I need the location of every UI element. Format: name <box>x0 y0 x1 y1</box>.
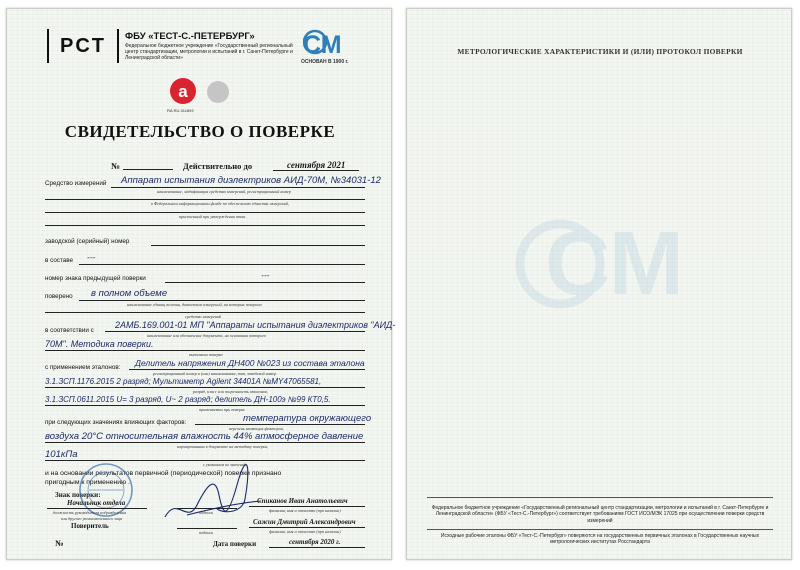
certificate-title: СВИДЕТЕЛЬСТВО О ПОВЕРКЕ <box>64 122 336 141</box>
according-value-2: 70М". Методика поверки. <box>45 339 154 349</box>
head-caption-2: или другого уполномоченного лица <box>61 516 123 521</box>
reg-caption: регистрационный номер и (или) наименование, тип, заводской номер <box>153 371 277 376</box>
composition-line <box>79 264 365 265</box>
instrument2-caption: средство измерений <box>185 314 221 319</box>
org-title: ФБУ «ТЕСТ-С.-ПЕТЕРБУРГ» <box>125 31 255 42</box>
verifier-sign-caption: подпись <box>199 530 214 535</box>
org-subtitle: Федеральное бюджетное учреждение «Государственный региональный центр стандартизации, метрологии и испытаний в г. Санкт-Петербурге и Ленинградской области» <box>125 43 293 62</box>
prev-mark-line <box>165 282 365 283</box>
serial-label: заводской (серийный) номер <box>45 238 130 245</box>
valid-until-line <box>273 170 359 171</box>
head-sign-caption: подпись <box>199 510 214 515</box>
verifier-name-line <box>249 527 365 528</box>
valid-until-label: Действительно до <box>183 161 253 171</box>
instrument-line-2 <box>45 199 365 200</box>
assigned-caption: присвоенный при утверждении типа <box>179 214 246 219</box>
normalized-caption: нормированных в документе на методику поверки, <box>177 444 269 449</box>
bottom-number-label: № <box>55 538 64 548</box>
instrument-line-4 <box>45 225 365 226</box>
certificate-page <box>6 8 396 560</box>
csm-watermark-icon <box>515 199 685 329</box>
head-name: Спиканов Иван Анатольевич <box>257 497 348 505</box>
rst-logo-text: PCT <box>60 34 106 57</box>
factors-caption: перечень влияющих факторов, <box>229 426 284 431</box>
values-caption: с указанием их значений <box>203 462 246 467</box>
verifier-sign-line <box>177 528 237 529</box>
verifier-name-caption: фамилия, имя и отчество (при наличии) <box>269 529 341 534</box>
svg-text:a: a <box>178 82 188 101</box>
footer-accreditation-text: Федеральное бюджетное учреждение «Государственный региональный центр стандартизации, метрологии и испытаний в г. Санкт-Петербурге и Ленинградской области» (ФБУ «Тест-С.-Петербург») соответствует требованиям ГОСТ ИСО/МЭК 17025 при осуществлении поверки средств измерений <box>431 505 769 524</box>
number-line <box>123 169 173 170</box>
etalons-value-1: Делитель напряжения ДН400 №023 из состава эталона <box>135 358 365 368</box>
conclusion-line-2: пригодным к применению . <box>45 479 130 486</box>
footer-rule-2 <box>427 529 773 530</box>
according-label: в соответствии с <box>45 327 94 334</box>
mark-label: Знак поверки: <box>55 491 101 499</box>
prev-mark-label: номер знака предыдущей поверки <box>45 275 146 282</box>
done-caption: выполнена поверка <box>189 352 223 357</box>
csm-logo-icon <box>303 29 359 57</box>
footer-etalon-text: Исходные рабочие эталоны ФБУ «Тест-С.-Петербург» поверяются на государственных первичных эталонах в Государственных научных метрологических институтах Росстандарта <box>440 533 760 546</box>
valid-until-value: сентября 2021 <box>287 160 346 170</box>
instrument-line <box>111 187 365 188</box>
rst-logo <box>47 29 119 63</box>
verified-value: в полном объеме <box>91 288 168 299</box>
date-value: сентября 2020 г. <box>289 538 341 546</box>
instrument-caption: наименование, модификация средства измерений, регистрационный номер <box>157 189 291 194</box>
applied-caption: применяемых при поверке <box>199 407 246 412</box>
etalons-value-2: 3.1.ЗСП.1176.2015 2 разряд; Мультиметр Agilent 34401A №MY47065581, <box>45 377 322 386</box>
doc-caption: наименование или обозначение документа, на основании которого <box>147 333 267 338</box>
according-line-2 <box>45 350 365 351</box>
head-caption-1: должность руководителя подразделения <box>53 510 127 515</box>
signature-icon <box>157 455 267 535</box>
verifier-name: Сажин Дмитрий Александрович <box>253 518 356 526</box>
ilac-logo-icon <box>207 81 229 103</box>
etalons-label: с применением эталонов: <box>45 364 121 371</box>
composition-value: --- <box>87 252 96 262</box>
csm-caption: ОСНОВАН В 1900 г. <box>301 59 349 65</box>
factors-value-3: 101кПа <box>45 449 78 460</box>
accreditation-logo-icon <box>169 77 197 105</box>
factors-line <box>195 424 365 425</box>
according-value-1: 2АМБ.169.001-01 МП "Аппараты испытания диэлектриков "АИД- <box>115 320 396 330</box>
date-line <box>269 547 365 548</box>
svg-text:СМ: СМ <box>303 31 342 57</box>
accreditation-caption: RA.RU.311893 <box>167 108 194 113</box>
instrument-label: Средство измерений <box>45 180 107 187</box>
footer-rule <box>427 497 773 498</box>
verified-label: поверено <box>45 293 73 300</box>
factors-value-2: воздуха 20°С относительная влажность 44% атмосферное давление <box>45 431 364 442</box>
verifier-label: Поверитель <box>71 522 109 530</box>
instrument-line-3 <box>45 212 365 213</box>
verified-line-2 <box>45 312 365 313</box>
composition-label: в составе <box>45 257 74 264</box>
serial-line <box>151 245 365 246</box>
instrument-value: Аппарат испытания диэлектриков АИД-70М, №34031-12 <box>121 175 381 186</box>
class-caption: разряд, класс или погрешность эталонов, <box>193 389 268 394</box>
factors-label: при следующих значениях влияющих факторов: <box>45 419 187 426</box>
etalons-line-2 <box>45 387 365 388</box>
verified-line <box>79 300 365 301</box>
number-label: № <box>111 161 121 171</box>
protocol-title: МЕТРОЛОГИЧЕСКИЕ ХАРАКТЕРИСТИКИ И (ИЛИ) ПРОТОКОЛ ПОВЕРКИ <box>457 47 743 56</box>
etalons-line-3 <box>45 405 365 406</box>
conclusion-line-1: и на основании результатов первичной (периодической) поверки признано <box>45 470 282 477</box>
prev-mark-value: --- <box>261 270 270 280</box>
head-line <box>47 508 147 509</box>
verified-caption: наименование единиц величин, диапазонов измерений, на которых поверено <box>127 302 262 307</box>
svg-text:СМ: СМ <box>545 214 684 314</box>
etalons-line <box>129 369 365 370</box>
etalons-value-3: 3.1.ЗСП.0611.2015 U= 3 разряд, U~ 2 разряд; делитель ДН-100э №99 КТ0,5. <box>45 395 331 404</box>
fund-caption: в Федеральном информационном фонде по обеспечению единства измерений, <box>151 201 289 206</box>
factors-value-1: температура окружающего <box>243 413 372 424</box>
date-label: Дата поверки <box>213 540 257 548</box>
head-name-caption: фамилия, имя и отчество (при наличии) <box>269 508 341 513</box>
head-label: Начальник отдела <box>67 499 126 507</box>
protocol-page <box>406 8 792 560</box>
factors-line-2 <box>45 442 365 443</box>
according-line <box>105 331 365 332</box>
